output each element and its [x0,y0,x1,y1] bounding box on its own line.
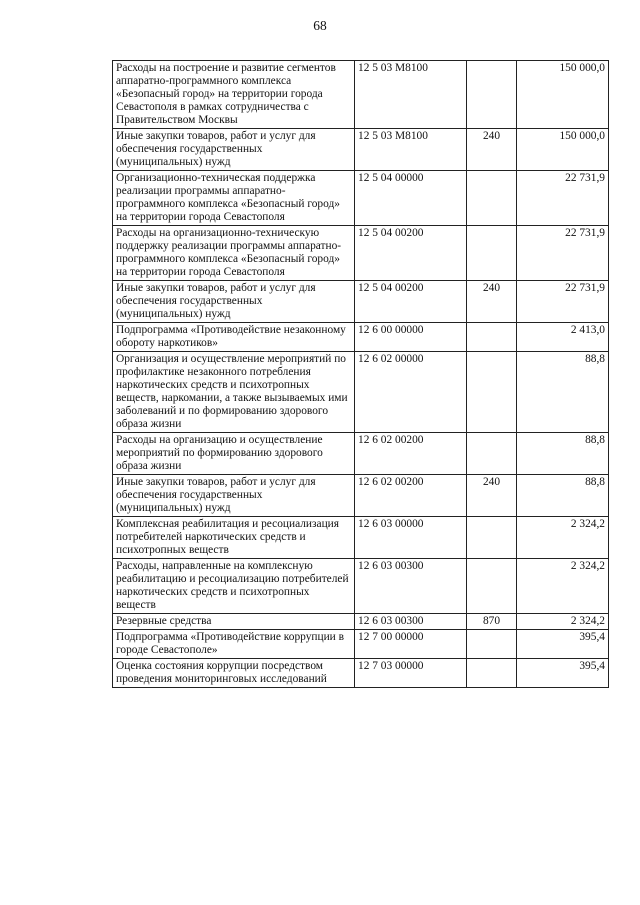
row-amount: 150 000,0 [517,61,609,129]
row-name: Расходы на построение и развитие сегментов аппаратно-программного комплекса «Безопасный город» на территории города Севастополя в рамках сотрудничества с Правительством Москвы [113,61,355,129]
row-code: 12 5 04 00000 [355,171,467,226]
table-row [113,323,609,352]
row-name: Подпрограмма «Противодействие коррупции в городе Севастополе» [113,630,355,659]
row-code: 12 6 03 00300 [355,559,467,614]
row-name: Резервные средства [113,614,355,630]
row-code: 12 6 03 00000 [355,517,467,559]
row-code: 12 6 02 00200 [355,475,467,517]
row-code: 12 7 03 00000 [355,659,467,688]
row-type [467,171,517,226]
row-amount: 150 000,0 [517,129,609,171]
row-amount: 2 324,2 [517,517,609,559]
row-type [467,517,517,559]
row-name: Подпрограмма «Противодействие незаконному обороту наркотиков» [113,323,355,352]
row-type: 240 [467,475,517,517]
table-row [113,614,609,630]
row-amount: 395,4 [517,630,609,659]
row-code: 12 7 00 00000 [355,630,467,659]
row-amount: 2 413,0 [517,323,609,352]
row-code: 12 6 02 00200 [355,433,467,475]
row-code: 12 6 00 00000 [355,323,467,352]
row-amount: 22 731,9 [517,226,609,281]
row-code: 12 5 04 00200 [355,226,467,281]
row-type [467,323,517,352]
table-row [113,61,609,129]
row-type [467,630,517,659]
row-name: Иные закупки товаров, работ и услуг для обеспечения государственных (муниципальных) нужд [113,475,355,517]
row-name: Комплексная реабилитация и ресоциализация потребителей наркотических средств и психотропных веществ [113,517,355,559]
row-type [467,659,517,688]
row-type [467,433,517,475]
table-row [113,433,609,475]
row-name: Оценка состояния коррупции посредством проведения мониторинговых исследований [113,659,355,688]
row-amount: 22 731,9 [517,281,609,323]
table-row [113,129,609,171]
row-type [467,352,517,433]
row-amount: 88,8 [517,352,609,433]
row-code: 12 5 04 00200 [355,281,467,323]
row-amount: 22 731,9 [517,171,609,226]
table-row [113,630,609,659]
row-name: Организация и осуществление мероприятий по профилактике незаконного потребления наркотических средств и психотропных веществ, наркомании, а также вызываемых ими заболеваний и по формированию здорового образа жизни [113,352,355,433]
row-code: 12 5 03 М8100 [355,129,467,171]
row-amount: 2 324,2 [517,614,609,630]
row-amount: 395,4 [517,659,609,688]
row-name: Расходы на организацию и осуществление мероприятий по формированию здорового образа жизни [113,433,355,475]
row-name: Иные закупки товаров, работ и услуг для обеспечения государственных (муниципальных) нужд [113,129,355,171]
row-type [467,226,517,281]
row-code: 12 6 03 00300 [355,614,467,630]
row-type: 240 [467,281,517,323]
table-row [113,475,609,517]
table-row [113,659,609,688]
row-name: Организационно-техническая поддержка реализации программы аппаратно-программного комплекса «Безопасный город» на территории города Севастополя [113,171,355,226]
row-code: 12 6 02 00000 [355,352,467,433]
table-row [113,352,609,433]
row-type [467,559,517,614]
row-type: 870 [467,614,517,630]
table-row [113,559,609,614]
budget-table [112,60,609,688]
row-code: 12 5 03 М8100 [355,61,467,129]
table-row [113,517,609,559]
row-type: 240 [467,129,517,171]
row-name: Расходы, направленные на комплексную реабилитацию и ресоциализацию потребителей наркотических средств и психотропных веществ [113,559,355,614]
page-number: 68 [313,18,327,33]
row-name: Иные закупки товаров, работ и услуг для обеспечения государственных (муниципальных) нужд [113,281,355,323]
table-row [113,171,609,226]
row-amount: 88,8 [517,433,609,475]
row-amount: 2 324,2 [517,559,609,614]
row-type [467,61,517,129]
row-amount: 88,8 [517,475,609,517]
row-name: Расходы на организационно-техническую поддержку реализации программы аппаратно-программного комплекса «Безопасный город» на территории города Севастополя [113,226,355,281]
table-row [113,281,609,323]
table-row [113,226,609,281]
